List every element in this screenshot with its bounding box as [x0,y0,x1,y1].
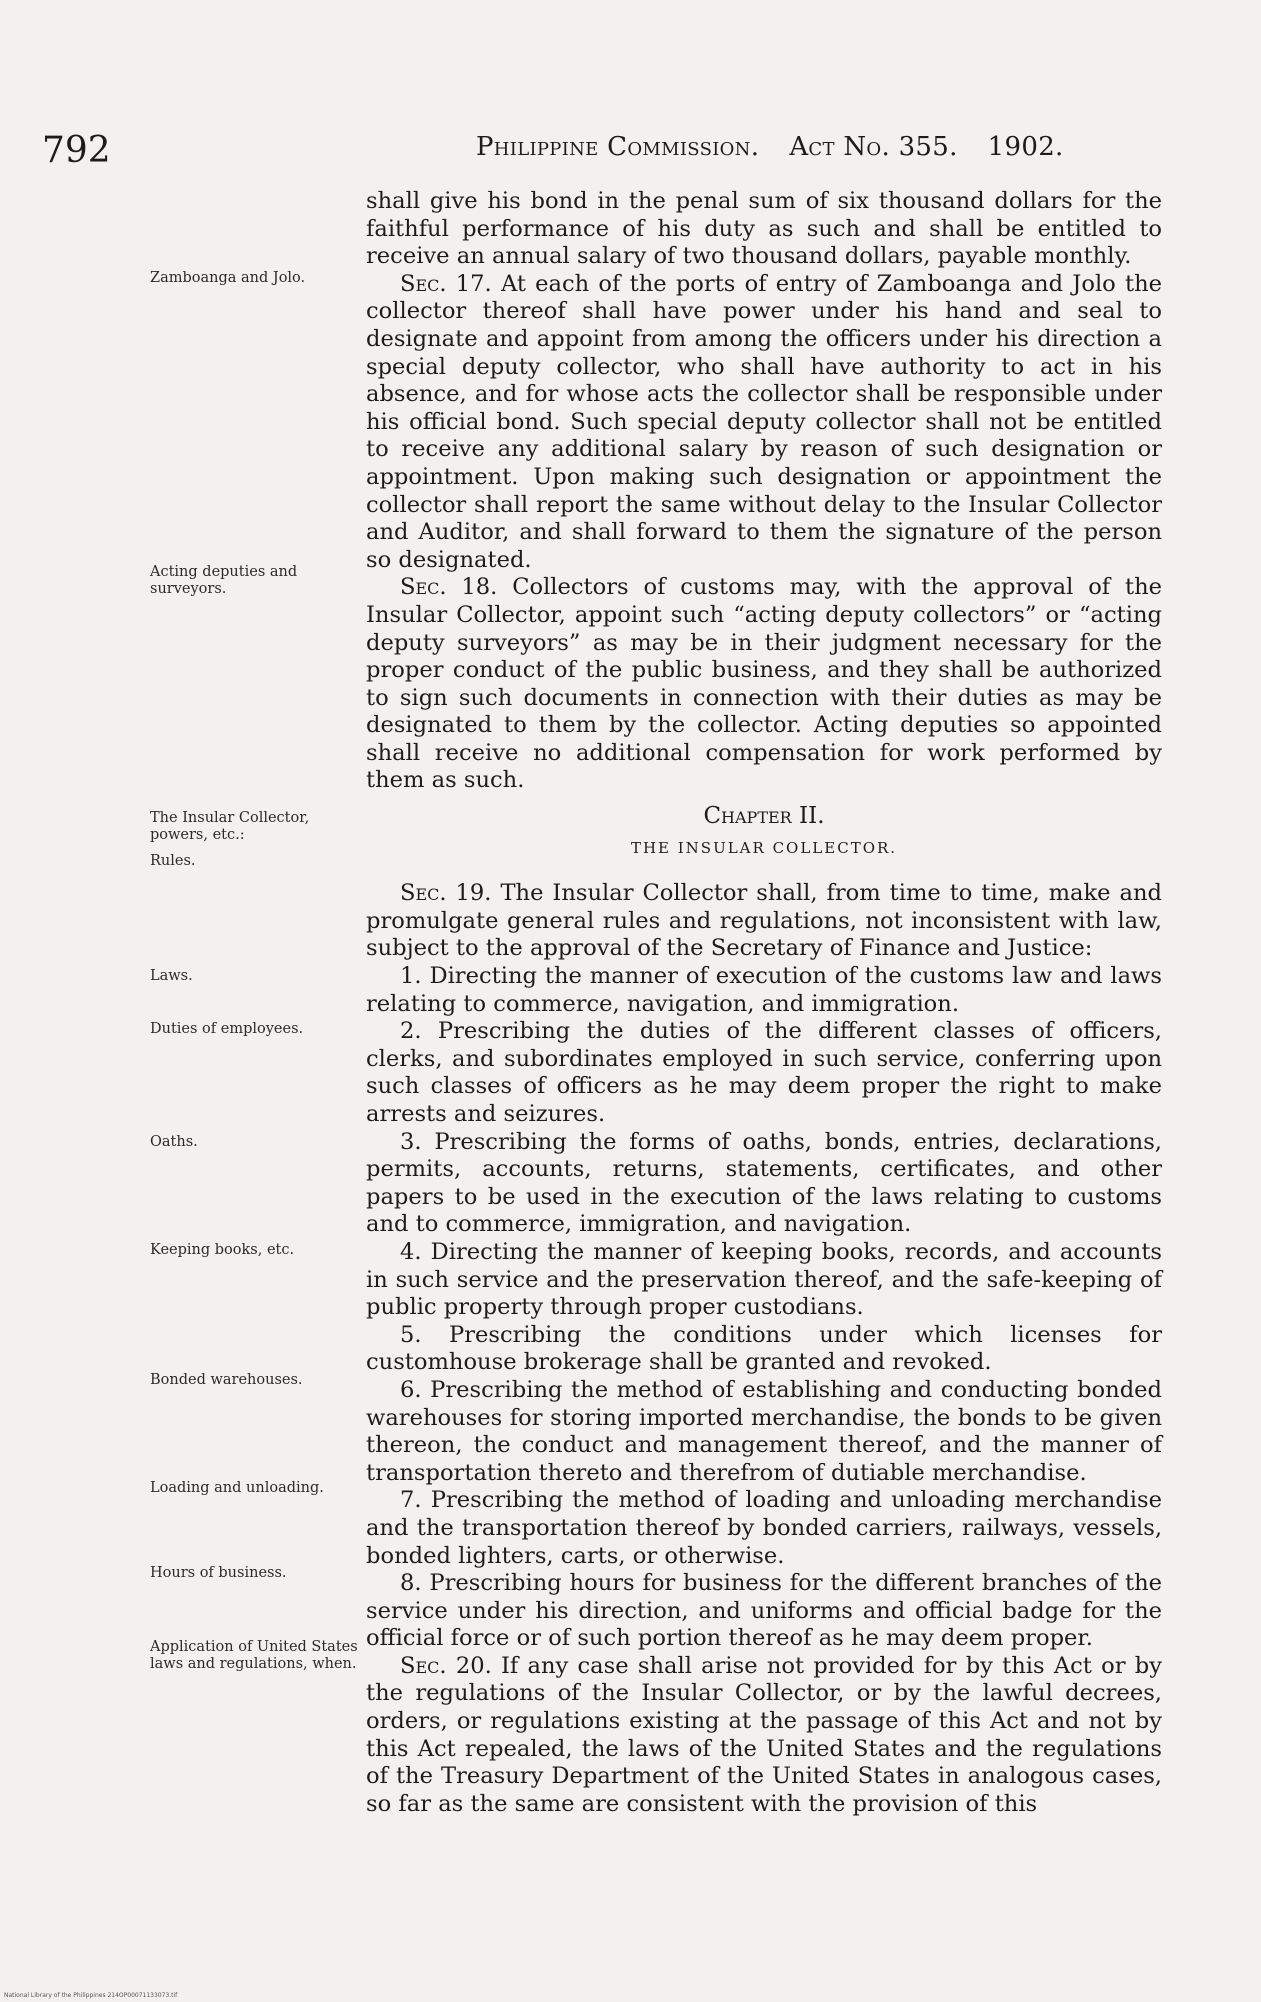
section-19 [366,880,1162,963]
margin-note-zamboanga: Zamboanga and Jolo. [150,270,306,286]
margin-note-duties: Duties of employees. [150,1021,304,1037]
section-19-label: Sec. 19. [400,880,492,907]
margin-note-rules: Rules. [150,853,196,869]
item-4: 4. Directing the manner of keeping books, records, and accounts in such service and the preservation thereof, and the safe-keeping of public property through proper custodians. [366,1238,1162,1321]
margin-note-insular-collector: The Insular Collector, powers, etc.: [150,810,310,843]
item-3: 3. Prescribing the forms of oaths, bonds, entries, declarations, permits, accounts, returns, statements, certificates, and other papers to be used in the execution of the laws relating to customs and to commerce, immigration, and navigation. [366,1128,1162,1238]
margin-note-application: Application of United States laws and regulations, when. [150,1639,358,1672]
margin-note-loading: Loading and unloading. [150,1480,324,1496]
paragraph-bond: shall give his bond in the penal sum of six thousand dollars for the faithful performance of his duty as such and shall be entitled to receive an annual salary of two thousand dollars, payable monthly. [366,188,1162,270]
section-17 [366,271,1162,575]
act-number: Act No. 355. [789,132,958,162]
item-8: 8. Prescribing hours for business for the different branches of the service under his direction, and uniforms and official badge for the official force or of such portion thereof as he may deem proper. [366,1570,1162,1652]
body-text [366,188,1162,1818]
margin-note-hours: Hours of business. [150,1565,287,1581]
footer-credit: National Library of the Philippines 214OP00071133073.tif [4,1992,178,1999]
item-1: 1. Directing the manner of execution of the customs law and laws relating to commerce, navigation, and immigration. [366,963,1162,1017]
section-20-text: If any case shall arise not provided for by this Act or by the regulations of the Insular Collector, or by the lawful decrees, orders, or regulations existing at the passage of this Act and not by this Act repealed, the laws of the United States and the regulations of the Treasury Department of the United States in analogous cases, so far as the same are consistent with the provision of this [366,1652,1162,1817]
section-20-label: Sec. 20. [400,1652,492,1679]
commission-title: Philippine Commission. [476,132,760,162]
section-19-text: The Insular Collector shall, from time to time, make and promulgate general rules and regulations, not inconsistent with law, subject to the approval of the Secretary of Finance and Justice: [366,880,1163,962]
section-18-text: Collectors of customs may, with the approval of the Insular Collector, appoint such “acting deputy collectors” or “acting deputy surveyors” as may be in their judgment necessary for the proper conduct of the public business, and they shall be authorized to sign such documents in connection with their duties as may be designated to them by the collector. Acting deputies so appointed shall receive no additional compensation for work performed by them as such. [366,574,1162,794]
page-number: 792 [42,130,111,171]
section-20 [366,1653,1162,1819]
section-18 [366,574,1162,795]
item-7: 7. Prescribing the method of loading and unloading merchandise and the transportation thereof by bonded carriers, railways, vessels, bonded lighters, carts, or otherwise. [366,1487,1162,1569]
item-2: 2. Prescribing the duties of the different classes of officers, clerks, and subordinates employed in such service, conferring upon such classes of officers as he may deem proper the right to make arrests and seizures. [366,1018,1162,1127]
item-5: 5. Prescribing the conditions under which licenses for customhouse brokerage shall be granted and revoked. [366,1321,1162,1376]
chapter-subheading: THE INSULAR COLLECTOR. [630,838,898,857]
chapter-heading: Chapter II. [703,803,825,830]
margin-note-bonded-warehouses: Bonded warehouses. [150,1372,303,1388]
margin-note-keeping-books: Keeping books, etc. [150,1242,295,1258]
item-6: 6. Prescribing the method of establishing and conducting bonded warehouses for storing imported merchandise, the bonds to be given thereon, the conduct and management thereof, and the manner of transportation thereto and therefrom of dutiable merchandise. [366,1376,1162,1486]
section-18-label: Sec. 18. [400,574,498,601]
margin-note-laws: Laws. [150,968,193,984]
year: 1902. [987,132,1064,162]
section-17-text: At each of the ports of entry of Zamboanga and Jolo the collector thereof shall have power under his hand and seal to designate and appoint from among the officers under his direction a special deputy collector, who shall have authority to act in his absence, and for whose acts the collector shall be responsible under his official bond. Such special deputy collector shall not be entitled to receive any additional salary by reason of such designation or appointment. Upon making such designation or appointment the collector shall report the same without delay to the Insular Collector and Auditor, and shall forward to them the signature of the person so designated. [366,270,1162,573]
margin-note-oaths: Oaths. [150,1134,198,1150]
section-17-label: Sec. 17. [400,270,492,297]
margin-note-acting-deputies: Acting deputies and surveyors. [150,564,298,597]
running-head [476,132,1064,162]
